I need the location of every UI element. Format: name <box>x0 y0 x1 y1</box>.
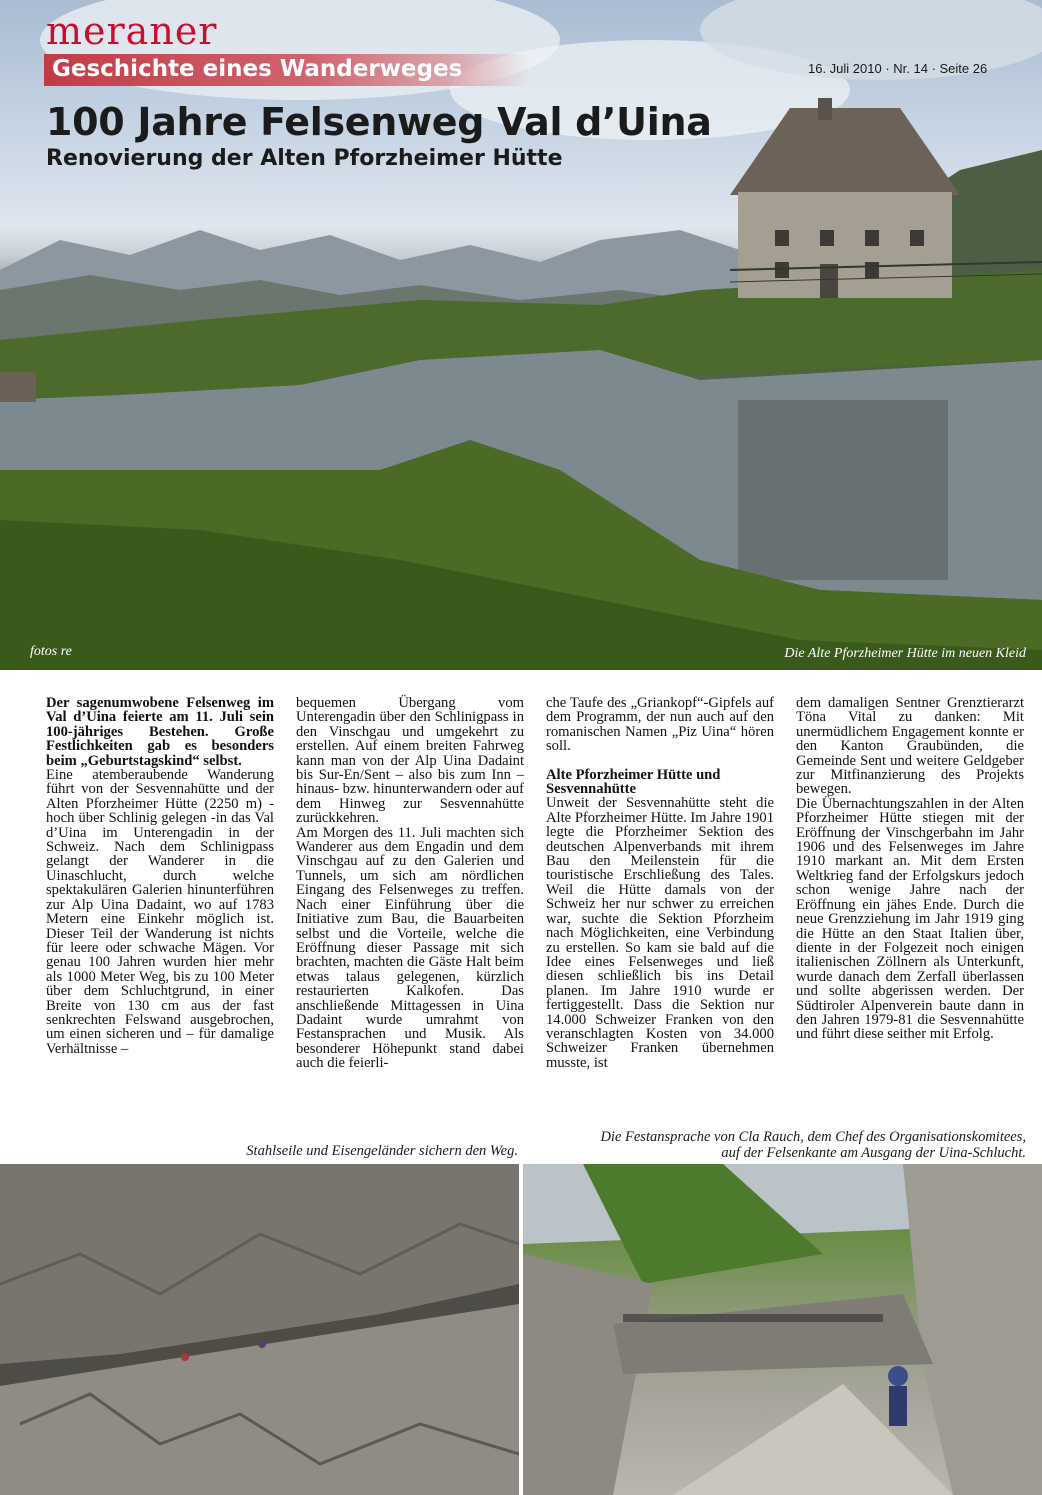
photo-credit: fotos re <box>30 644 72 659</box>
photo-caption-right-line1: Die Festansprache von Cla Rauch, dem Chef des Organisationskomitees, <box>600 1129 1026 1145</box>
article-column-3 <box>546 696 774 1116</box>
article-column-4 <box>796 696 1024 1116</box>
article-paragraph: Die Übernachtungszahlen in der Alten Pforzheimer Hütte stiegen mit der Eröffnung der Vinschgerbahn im Jahr 1906 und des Felsenweges im Jahre 1910 markant an. Mit dem Ersten Weltkrieg fand der Erfolgskurs jedoch schon wenige Jahre nach der Eröffnung ein jähes Ende. Durch die neue Grenzziehung im Jahr 1919 ging die Hütte an den Staat Italien über, diente in der Folgezeit noch einigen italienischen Zöllnern als Unterkunft, wurde danach dem Zerfall überlassen und sollte abgerissen werden. Der Südtiroler Alpenverein baute dann in den Jahren 1979-81 die Sesvennahütte und führt diese seither mit Erfolg. <box>796 795 1024 1043</box>
photo-festival-gorge <box>523 1164 1042 1495</box>
article-paragraph: Eine atemberaubende Wanderung führt von der Sesvennahütte und der Alten Pforzheimer Hütte (2250 m) - hoch über Schlinig gelegen -in das Val d’Uina im Unterengadin in der Schweiz. Nach dem Schlinigpass gelangt der Wanderer in die Uinaschlucht, durch welche spektakulären Galerien hinunterführen zur Alp Uina Dadaint, wo auf 1783 Metern eine Einkehr möglich ist. Dieser Teil der Wanderung ist nichts für leere oder schwache Mägen. Vor genau 100 Jahren wurden hier mehr als 1000 Meter Weg, bis zu 100 Meter über dem Schluchtgrund, in einer Breite von 130 cm aus der fast senkrechten Felswand ausgebrochen, um einen sicheren und – für damalige Verhältnisse – <box>46 767 274 1057</box>
issue-line: 16. Juli 2010 · Nr. 14 · Seite 26 <box>808 61 988 76</box>
article-paragraph: dem damaligen Sentner Grenztierarzt Töna Vital zu danken: Mit unermüdlichem Engagement konnte er den Kanton Graubünden, die Gemeinde Sent und weitere Geldgeber zur Mitfinanzierung des Projekts bewegen. <box>796 695 1024 798</box>
photo-rock-path <box>0 1164 519 1495</box>
article-column-1 <box>46 696 274 1116</box>
page-title: 100 Jahre Felsenweg Val d’Uina <box>46 100 712 144</box>
article-column-2 <box>296 696 524 1116</box>
hero-caption: Die Alte Pforzheimer Hütte im neuen Kleid <box>784 646 1026 661</box>
article-paragraph: Am Morgen des 11. Juli machten sich Wanderer aus dem Engadin und dem Vinschgau auf zu den Galerien und Tunnels, um sich am nördlichen Eingang des Felsenweges zu treffen. Nach einer Einführung über die Initiative zum Bau, die Bauarbeiten selbst und die Vorteile, welche die Eröffnung dieser Passage mit sich brachten, machten die Gäste Halt beim etwas talaus gelegenen, kürzlich restaurierten Kalkofen. Das anschließende Mittagessen in Uina Dadaint wurde umrahmt von Festansprachen und Musik. Als besonderer Höhepunkt stand dabei auch die feierli- <box>296 824 524 1072</box>
gorge-crowd-illustration <box>523 1164 1042 1495</box>
page-subtitle: Renovierung der Alten Pforzheimer Hütte <box>46 146 563 171</box>
section-kicker <box>44 54 530 86</box>
article-body <box>46 696 1026 1116</box>
rock-wall-illustration <box>0 1164 519 1495</box>
photo-caption-right <box>526 1129 1026 1161</box>
section-kicker-label: Geschichte eines Wanderweges <box>52 56 463 82</box>
hero-photo <box>0 0 1042 670</box>
masthead-logo: meraner <box>46 9 218 53</box>
article-lead: Der sagenumwobene Felsenweg im Val d’Uina feierte am 11. Juli sein 100-jähriges Bestehen. Große Festlichkeiten gab es besonders beim „Geburtstagskind“ selbst. <box>46 695 274 769</box>
photo-caption-left: Stahlseile und Eisengeländer sichern den Weg. <box>246 1143 518 1159</box>
photo-caption-right-line2: auf der Felsenkante am Ausgang der Uina-Schlucht. <box>721 1145 1026 1161</box>
article-subheading: Alte Pforzheimer Hütte und Sesvennahütte <box>546 766 721 798</box>
article-paragraph: Unweit der Sesvennahütte steht die Alte Pforzheimer Hütte. Im Jahre 1901 legte die Pforzheimer Sektion des deutschen Alpenverbands mit ihrem Bau den Meilenstein für die touristische Erschließung des Tales. Weil die Hütte damals von der Schweiz her nur schwer zu erreichen war, suchte die Sektion Pforzheim nach Möglichkeiten, eine Verbindung zu erstellen. So kam sie bald auf die Idee eines Felsenweges und ließ diesen schließlich bis ins Detail planen. Im Jahre 1910 wurde er fertiggestellt. Dass die Sektion nur 14.000 Schweizer Franken von den veranschlagten Kosten von 34.000 Schweizer Franken übernehmen musste, ist <box>546 795 774 1071</box>
article-paragraph: che Taufe des „Griankopf“-Gipfels auf dem Programm, der nun auch auf den romanischen Namen „Piz Uina“ hören soll. <box>546 695 774 755</box>
article-paragraph: bequemen Übergang vom Unterengadin über den Schlinigpass in den Vinschgau und umgekehrt zu erstellen. Auf einem breiten Fahrweg kann man von der Alp Uina Dadaint bis Sur-En/Sent – also bis zum Inn – hinaus- bzw. hinunterwandern oder auf dem Hinweg zur Sesvennahütte zurückkehren. <box>296 695 525 827</box>
